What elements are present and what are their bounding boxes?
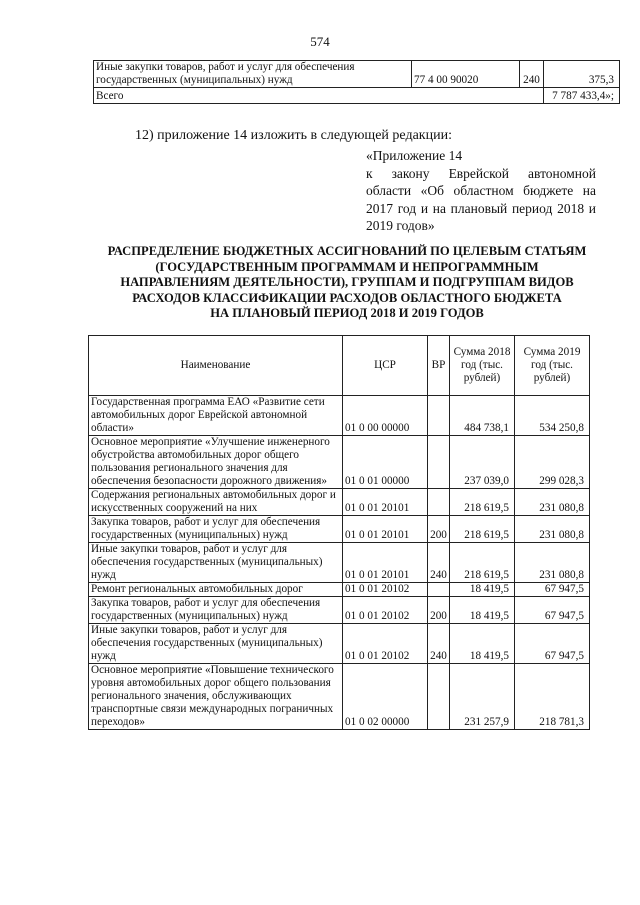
vr-cell: 240 xyxy=(520,61,544,88)
table-row xyxy=(94,88,620,104)
table-row xyxy=(89,624,590,664)
title-line: НАПРАВЛЕНИЯМ ДЕЯТЕЛЬНОСТИ), ГРУППАМ И ПОДГРУППАМ ВИДОВ xyxy=(120,275,574,290)
appendix-header xyxy=(366,147,596,235)
row-sum-2019: 299 028,3 xyxy=(515,436,590,489)
total-label-cell: Всего xyxy=(94,88,544,104)
row-sum-2018: 218 619,5 xyxy=(450,516,515,543)
document-title xyxy=(86,244,608,322)
row-name-cell: Иные закупки товаров, работ и услуг для обеспечения государственных (муниципальных) нужд xyxy=(94,61,412,88)
row-sum-2018: 18 419,5 xyxy=(450,597,515,624)
row-vr: 200 xyxy=(428,597,450,624)
row-name: Основное мероприятие «Улучшение инженерного обустройства автомобильных дорог общего пользования регионального значения для обеспечения безопасности дорожного движения» xyxy=(89,436,343,489)
table-row xyxy=(89,664,590,730)
table-row xyxy=(89,489,590,516)
header-csr: ЦСР xyxy=(343,336,428,396)
row-name: Содержания региональных автомобильных дорог и искусственных сооружений на них xyxy=(89,489,343,516)
row-sum-2018: 218 619,5 xyxy=(450,489,515,516)
table-row xyxy=(89,436,590,489)
row-csr: 01 0 01 20102 xyxy=(343,597,428,624)
row-csr: 01 0 01 00000 xyxy=(343,436,428,489)
row-vr: 200 xyxy=(428,516,450,543)
row-sum-2018: 484 738,1 xyxy=(450,396,515,436)
table-row xyxy=(94,61,620,88)
header-sum-2019: Сумма 2019 год (тыс. рублей) xyxy=(515,336,590,396)
appendix-number: «Приложение 14 xyxy=(366,148,463,163)
continuation-table xyxy=(93,60,620,104)
row-vr xyxy=(428,489,450,516)
appendix-law-reference: к закону Еврейской автономной области «Об областном бюджете на 2017 год и на плановый период 2018 и 2019 годов» xyxy=(366,165,596,233)
row-sum-2018: 218 619,5 xyxy=(450,543,515,583)
row-sum-2019: 67 947,5 xyxy=(515,597,590,624)
table-row xyxy=(89,396,590,436)
title-line: НА ПЛАНОВЫЙ ПЕРИОД 2018 И 2019 ГОДОВ xyxy=(210,306,484,321)
table-row xyxy=(89,583,590,597)
row-csr: 01 0 01 20102 xyxy=(343,624,428,664)
csr-cell: 77 4 00 90020 xyxy=(412,61,520,88)
row-vr xyxy=(428,664,450,730)
row-name: Ремонт региональных автомобильных дорог xyxy=(89,583,343,597)
row-csr: 01 0 00 00000 xyxy=(343,396,428,436)
row-vr xyxy=(428,396,450,436)
row-name: Иные закупки товаров, работ и услуг для обеспечения государственных (муниципальных) нужд xyxy=(89,624,343,664)
row-sum-2019: 67 947,5 xyxy=(515,624,590,664)
table-row xyxy=(89,543,590,583)
row-name: Иные закупки товаров, работ и услуг для обеспечения государственных (муниципальных) нужд xyxy=(89,543,343,583)
table-header-row xyxy=(89,336,590,396)
row-sum-2019: 231 080,8 xyxy=(515,489,590,516)
row-sum-2019: 231 080,8 xyxy=(515,516,590,543)
row-sum-2018: 231 257,9 xyxy=(450,664,515,730)
row-vr xyxy=(428,583,450,597)
header-sum-2018: Сумма 2018 год (тыс. рублей) xyxy=(450,336,515,396)
page-number: 574 xyxy=(310,34,330,49)
row-csr: 01 0 01 20101 xyxy=(343,516,428,543)
total-amount-cell: 7 787 433,4»; xyxy=(544,88,620,104)
row-csr: 01 0 02 00000 xyxy=(343,664,428,730)
title-line: (ГОСУДАРСТВЕННЫМ ПРОГРАММАМ И НЕПРОГРАММНЫМ xyxy=(155,259,539,274)
budget-table xyxy=(88,335,590,730)
row-sum-2019: 218 781,3 xyxy=(515,664,590,730)
row-sum-2019: 231 080,8 xyxy=(515,543,590,583)
row-csr: 01 0 01 20101 xyxy=(343,543,428,583)
table-row xyxy=(89,597,590,624)
title-line: РАСХОДОВ КЛАССИФИКАЦИИ РАСХОДОВ ОБЛАСТНОГО БЮДЖЕТА xyxy=(132,290,562,305)
row-vr xyxy=(428,436,450,489)
title-line: РАСПРЕДЕЛЕНИЕ БЮДЖЕТНЫХ АССИГНОВАНИЙ ПО ЦЕЛЕВЫМ СТАТЬЯМ xyxy=(107,244,587,258)
row-sum-2019: 534 250,8 xyxy=(515,396,590,436)
row-name: Основное мероприятие «Повышение технического уровня автомобильных дорог общего пользования регионального значения, обслуживающих транспортные связи международных пограничных переходов» xyxy=(89,664,343,730)
row-csr: 01 0 01 20102 xyxy=(343,583,428,597)
row-vr: 240 xyxy=(428,624,450,664)
row-sum-2019: 67 947,5 xyxy=(515,583,590,597)
row-sum-2018: 18 419,5 xyxy=(450,583,515,597)
row-sum-2018: 237 039,0 xyxy=(450,436,515,489)
amount-cell: 375,3 xyxy=(544,61,620,88)
row-csr: 01 0 01 20101 xyxy=(343,489,428,516)
header-vr: ВР xyxy=(428,336,450,396)
amendment-item: 12) приложение 14 изложить в следующей редакции: xyxy=(135,128,452,143)
row-name: Государственная программа ЕАО «Развитие сети автомобильных дорог Еврейской автономной области» xyxy=(89,396,343,436)
row-name: Закупка товаров, работ и услуг для обеспечения государственных (муниципальных) нужд xyxy=(89,597,343,624)
row-sum-2018: 18 419,5 xyxy=(450,624,515,664)
table-row xyxy=(89,516,590,543)
row-name: Закупка товаров, работ и услуг для обеспечения государственных (муниципальных) нужд xyxy=(89,516,343,543)
header-name: Наименование xyxy=(89,336,343,396)
row-vr: 240 xyxy=(428,543,450,583)
